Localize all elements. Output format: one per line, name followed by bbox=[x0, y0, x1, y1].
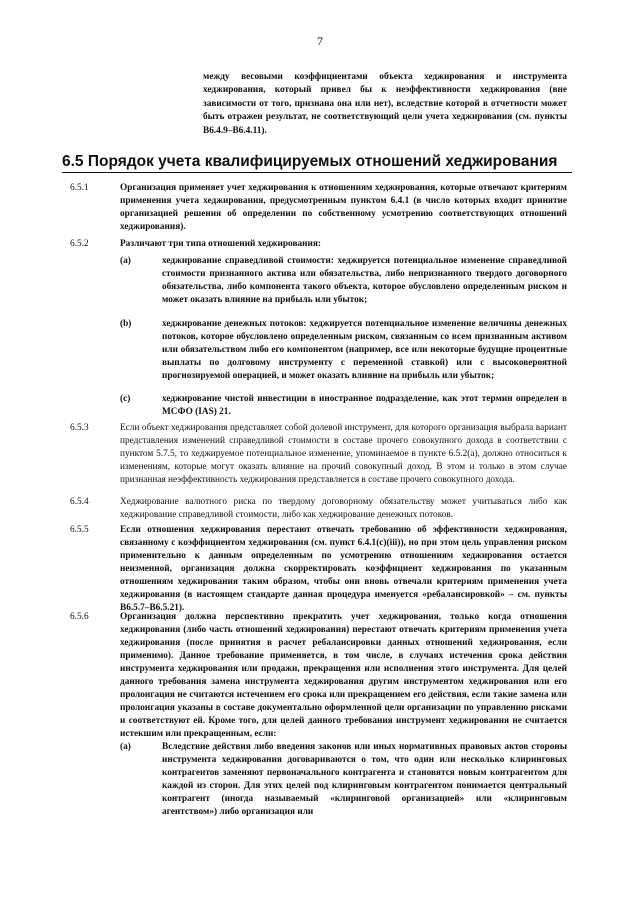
page-number: 7 bbox=[317, 34, 323, 48]
paragraph-text: Организация применяет учет хеджирования к отношениям хеджирования, которые отвечают критериям применения учета хеджирования, предусмотренным пунктом 6.4.1 (в число которых входит принятие организацией решения об определении по собственному усмотрению соответствующих отношений хеджирования). bbox=[120, 183, 567, 232]
list-item-text: Вследствие действия либо введения законов или иных нормативных правовых актов стороны инструмента хеджирования договариваются о том, что один или несколько клиринговых контрагентов заменяют первоначального контрагента и становятся новым контрагентом для каждой из сторон. Для этих целей под клиринговым контрагентом понимается центральный контрагент (иногда называемый «клиринговой организацией» или «клиринговым агентством») либо организация или bbox=[162, 742, 567, 817]
paragraph-6-5-6 bbox=[70, 611, 567, 741]
paragraph-6-5-3 bbox=[70, 422, 567, 487]
paragraph-number: 6.5.1 bbox=[70, 183, 89, 193]
paragraph-6-5-5 bbox=[70, 524, 567, 615]
list-item-text: хеджирование денежных потоков: хеджируется потенциальное изменение величины денежных потоков, которое обусловлено определенным риском, связанным со всем признанным активом или обязательством либо его компонентом (например, все или некоторые будущие процентные выплаты по долговому инструменту с переменной ставкой) или с высоковероятной прогнозируемой операцией, и может оказать влияние на прибыль или убыток; bbox=[162, 319, 567, 381]
list-item-label: (a) bbox=[120, 256, 131, 266]
intro-paragraph: между весовыми коэффициентами объекта хеджирования и инструмента хеджирования, который привел бы к неэффективности хеджирования (вне зависимости от того, признана она или нет), вследствие которой в отчетности может быть отражен результат, не соответствующий цели учета хеджирования (см. пункты В6.4.9–В6.4.11). bbox=[203, 72, 567, 136]
list-item-c-net-investment bbox=[70, 393, 567, 419]
paragraph-text: Если объект хеджирования представляет собой долевой инструмент, для которого организация выбрала вариант представления изменений справедливой стоимости в составе прочего совокупного дохода в соответствии с пунктом 5.7.5, то хеджируемое потенциальное изменение, упоминаемое в пункте 6.5.2(a), должно относиться к изменениям, которые могут оказать влияние на прочий совокупный доход. В этом и только в этом случае признанная неэффективность хеджирования представляется в составе прочего совокупного дохода. bbox=[120, 423, 567, 485]
list-item-label: (a) bbox=[120, 742, 131, 752]
paragraph-text: Если отношения хеджирования перестают отвечать требованию об эффективности хеджирования, связанному с коэффициентом хеджирования (см. пункт 6.4.1(c)(iii)), но при этом цель управления риском применительно к данным определенным по усмотрению отношениям хеджирования остается неизменной, организация должна скорректировать коэффициент хеджирования по указанным отношениям хеджирования таким образом, чтобы они вновь отвечали критериям применения учета хеджирования (в настоящем стандарте данная процедура именуется «ребалансировкой» – см. пункты В6.5.7–В6.5.21). bbox=[120, 525, 567, 613]
paragraph-text: Различают три типа отношений хеджирования: bbox=[120, 239, 321, 249]
list-item-label: (b) bbox=[120, 319, 132, 329]
list-item-text: хеджирование чистой инвестиции в иностранное подразделение, как этот термин определен в МСФО (IAS) 21. bbox=[162, 394, 567, 417]
paragraph-text: Хеджирование валютного риска по твердому договорному обязательству может учитываться либо как хеджирование справедливой стоимости, либо как хеджирование денежных потоков. bbox=[120, 497, 567, 520]
paragraph-number: 6.5.3 bbox=[70, 423, 89, 433]
paragraph-text: Организация должна перспективно прекратить учет хеджирования, только когда отношения хеджирования (либо часть отношений хеджирования) перестают отвечать критериям применения учета хеджирования (после принятия в расчет ребалансировки данных отношений хеджирования, если применимо). Данное требование применяется, в том числе, в случаях истечения срока действия инструмента хеджирования или продажи, прекращения или исполнения этого инструмента. Для целей данного требования замена инструмента хеджирования другим инструментом хеджирования или его пролонгация не считаются истечением его срока или прекращением его действия, если такие замена или пролонгация указаны в составе документально оформленной цели организации по управлению рисками и соответствуют ей. Кроме того, для целей данного требования инструмент хеджирования не считается истекшим или прекращенным, если: bbox=[120, 612, 567, 739]
paragraph-6-5-1 bbox=[70, 182, 567, 234]
list-item-a-fair-value bbox=[70, 255, 567, 307]
paragraph-number: 6.5.2 bbox=[70, 239, 89, 249]
paragraph-6-5-4 bbox=[70, 496, 567, 522]
list-item-text: хеджирование справедливой стоимости: хеджируется потенциальное изменение справедливой стоимости признанного актива или обязательства, либо непризнанного твердого договорного обязательства, либо компонента такого объекта, которое обусловлено определенным риском и может оказать влияние на прибыль или убыток; bbox=[162, 256, 567, 305]
paragraph-number: 6.5.5 bbox=[70, 525, 89, 535]
list-item-b-cash-flow bbox=[70, 318, 567, 383]
list-item-label: (c) bbox=[120, 394, 131, 404]
paragraph-number: 6.5.4 bbox=[70, 497, 89, 507]
section-heading: 6.5 Порядок учета квалифицируемых отношений хеджирования bbox=[62, 153, 572, 173]
paragraph-number: 6.5.6 bbox=[70, 612, 89, 622]
paragraph-6-5-2 bbox=[70, 238, 567, 251]
list-item-a-clearing bbox=[70, 741, 567, 819]
